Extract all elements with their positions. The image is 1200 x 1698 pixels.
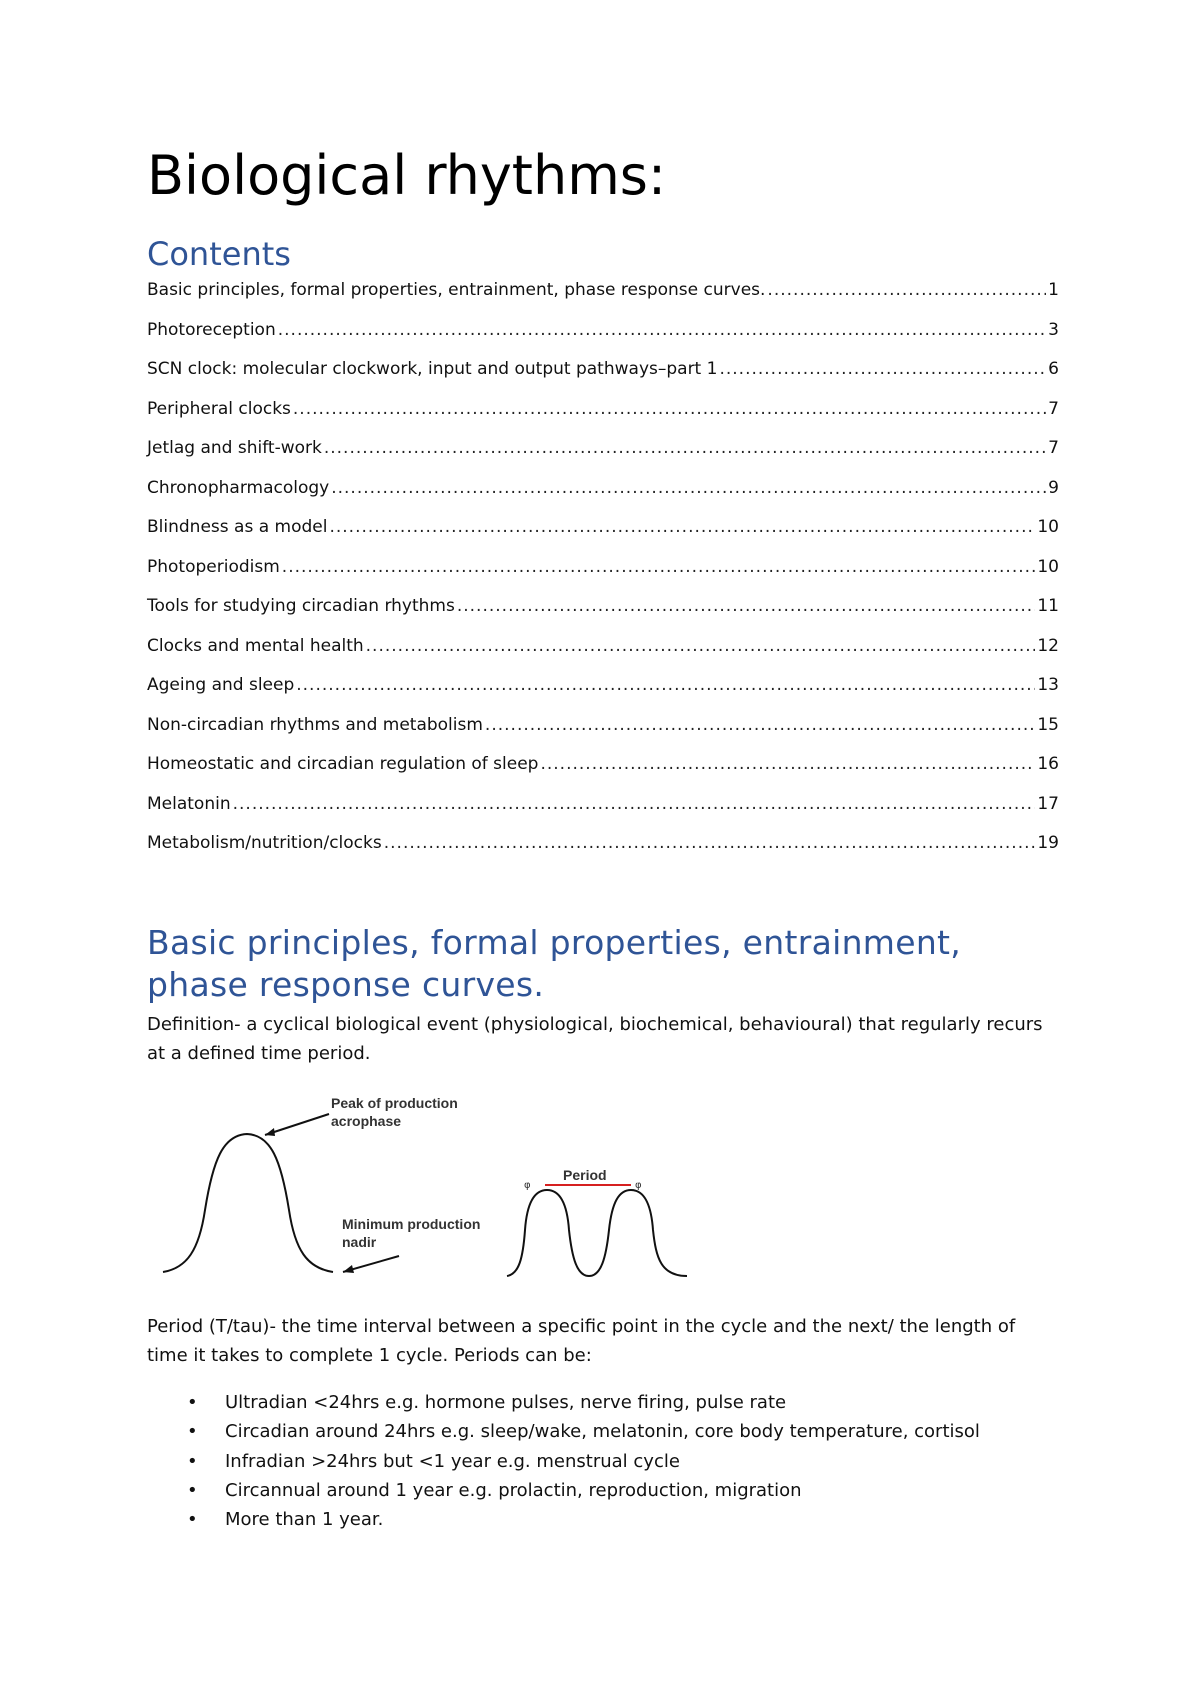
toc-entry[interactable] [147,833,1059,873]
toc-leader-dots [457,596,1036,616]
toc-entry[interactable] [147,794,1059,834]
toc-entry[interactable] [147,399,1059,439]
toc-leader-dots [324,438,1046,458]
nadir-label: nadir [342,1234,377,1250]
toc-entry[interactable] [147,478,1059,518]
toc-entry[interactable] [147,517,1059,557]
toc-entry[interactable] [147,636,1059,676]
toc-leader-dots [767,280,1046,300]
peak-arrow-head [265,1128,275,1136]
minimum-label: Minimum production [342,1216,481,1232]
period-paragraph: Period (T/tau)- the time interval between a specific point in the cycle and the next/ the length of time it takes to complete 1 cycle. Periods can be: [147,1316,1016,1366]
toc-entry-page: 13 [1037,675,1059,695]
toc-entry-page: 7 [1048,398,1059,419]
toc-leader-dots [331,478,1046,498]
toc-entry[interactable] [147,359,1059,399]
toc-leader-dots [719,359,1046,379]
toc-entry-title: Metabolism/nutrition/clocks [147,833,382,853]
list-item-text: More than 1 year. [225,1509,384,1531]
toc-entry-page: 9 [1048,477,1059,498]
toc-leader-dots [282,557,1036,577]
rhythm-diagram-svg [157,1080,757,1290]
bullet-icon: • [187,1479,198,1501]
period-types-list [147,1388,1059,1534]
toc-entry-page: 17 [1037,793,1059,814]
list-item-text: Circadian around 24hrs e.g. sleep/wake, melatonin, core body temperature, cortisol [225,1421,980,1443]
toc-entry-title: Blindness as a model [147,517,328,537]
toc-entry[interactable] [147,754,1059,794]
table-of-contents [147,280,1059,873]
list-item-text: Infradian >24hrs but <1 year e.g. menstrual cycle [225,1450,680,1472]
phi-right-label: φ [635,1180,642,1191]
toc-entry-page: 6 [1048,359,1059,379]
toc-entry[interactable] [147,280,1059,320]
toc-entry-page: 15 [1037,714,1059,735]
toc-leader-dots [366,636,1036,656]
toc-entry[interactable] [147,438,1059,478]
toc-entry-title: Ageing and sleep [147,675,295,695]
toc-entry-page: 19 [1037,833,1059,853]
toc-entry-page: 10 [1037,556,1059,577]
toc-heading: Contents [147,235,291,273]
list-item [147,1447,1059,1476]
list-item-text: Ultradian <24hrs e.g. hormone pulses, nerve firing, pulse rate [225,1392,787,1413]
bullet-icon: • [187,1421,198,1443]
toc-entry-title: Photoreception [147,319,276,340]
peak-label: Peak of production [331,1095,458,1111]
toc-entry-title: SCN clock: molecular clockwork, input and output pathways–part 1 [147,359,718,379]
toc-entry-title: Basic principles, formal properties, entrainment, phase response curves. [147,280,766,300]
toc-entry-page: 10 [1037,517,1059,537]
toc-entry-page: 11 [1037,596,1059,616]
list-item [147,1417,1059,1446]
bullet-icon: • [187,1509,198,1531]
toc-entry-title: Tools for studying circadian rhythms [147,596,455,616]
toc-leader-dots [293,399,1046,419]
toc-entry-title: Non-circadian rhythms and metabolism [147,714,483,735]
toc-leader-dots [384,833,1036,853]
toc-entry-title: Melatonin [147,793,231,814]
toc-entry-page: 3 [1048,319,1059,340]
toc-entry-page: 16 [1037,754,1059,774]
acrophase-label: acrophase [331,1113,402,1129]
toc-entry-title: Photoperiodism [147,556,280,577]
toc-leader-dots [278,320,1046,340]
toc-entry[interactable] [147,675,1059,715]
toc-leader-dots [540,754,1035,774]
toc-entry[interactable] [147,557,1059,597]
toc-entry-title: Homeostatic and circadian regulation of sleep [147,754,539,774]
toc-entry-page: 1 [1048,280,1059,300]
toc-entry-page: 12 [1037,635,1059,656]
bullet-icon: • [187,1450,198,1472]
toc-leader-dots [485,715,1035,735]
list-item [147,1505,1059,1534]
toc-entry-page: 7 [1048,438,1059,458]
two-cycle-wave [507,1190,687,1276]
toc-entry-title: Chronopharmacology [147,477,330,498]
list-item [147,1476,1059,1505]
rhythm-diagram [157,1080,757,1290]
peak-arrow [265,1114,329,1135]
phi-left-label: φ [524,1180,531,1191]
toc-leader-dots [329,517,1035,537]
period-label: Period [563,1167,607,1183]
toc-leader-dots [296,675,1035,695]
single-cycle-wave [163,1134,333,1272]
nadir-arrow-head [343,1265,354,1273]
list-item [147,1388,1059,1417]
toc-entry[interactable] [147,320,1059,360]
toc-entry[interactable] [147,596,1059,636]
bullet-icon: • [187,1392,198,1413]
toc-entry-title: Jetlag and shift-work [147,438,322,458]
section-heading: Basic principles, formal properties, entrainment, phase response curves. [147,923,962,1004]
toc-entry-title: Clocks and mental health [147,635,364,656]
toc-leader-dots [233,794,1036,814]
definition-paragraph: Definition- a cyclical biological event (physiological, biochemical, behavioural) that regularly recurs at a defined time period. [147,1014,1043,1064]
document-title: Biological rhythms: [147,144,667,207]
toc-entry[interactable] [147,715,1059,755]
list-item-text: Circannual around 1 year e.g. prolactin, reproduction, migration [225,1479,802,1501]
toc-entry-title: Peripheral clocks [147,398,291,419]
